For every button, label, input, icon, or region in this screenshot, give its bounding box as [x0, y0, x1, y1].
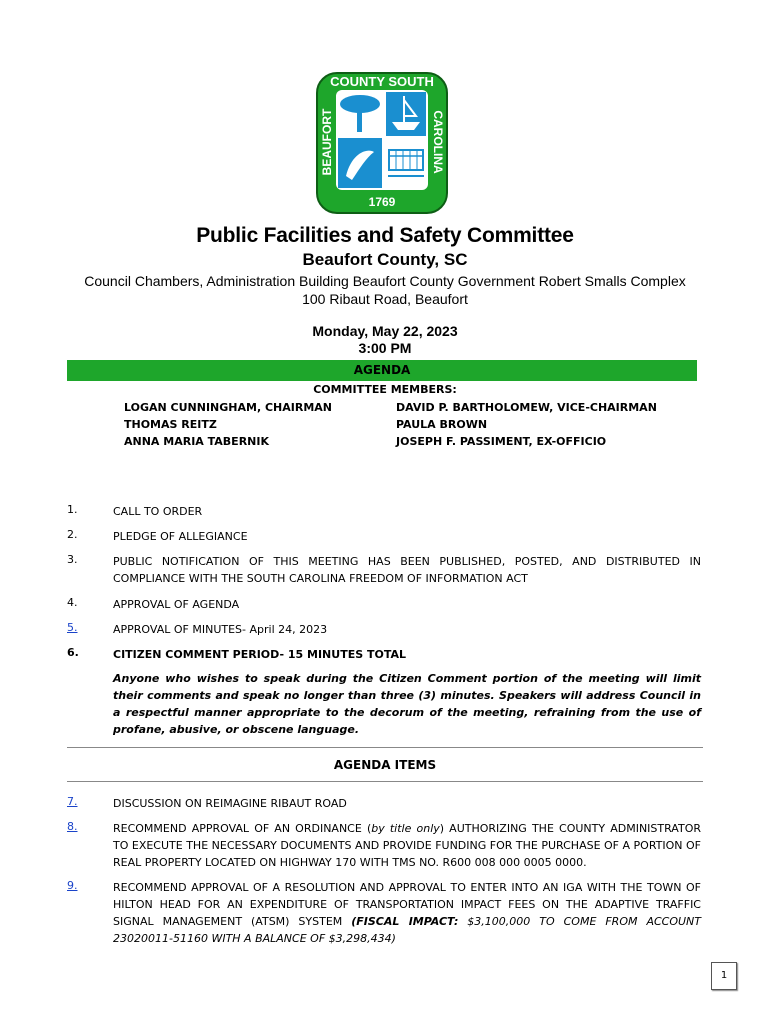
- member-left-1: LOGAN CUNNINGHAM, CHAIRMAN: [124, 401, 332, 414]
- item-number: 6.: [67, 646, 79, 659]
- item-number: 3.: [67, 553, 78, 566]
- divider: [67, 747, 703, 748]
- member-left-3: ANNA MARIA TABERNIK: [124, 435, 269, 448]
- item-text: PLEDGE OF ALLEGIANCE: [113, 530, 248, 543]
- member-right-2: PAULA BROWN: [396, 418, 488, 431]
- meeting-date: Monday, May 22, 2023: [312, 323, 458, 339]
- seal-top-text: COUNTY SOUTH: [330, 74, 434, 89]
- item-text: PUBLIC NOTIFICATION OF THIS MEETING HAS BEEN PUBLISHED, POSTED, AND DISTRIBUTED IN COMPLIANCE WITH THE SOUTH CAROLINA FREEDOM OF INFORMATION ACT: [113, 555, 701, 585]
- member-left-2: THOMAS REITZ: [124, 418, 217, 431]
- item-text-italic: by title only: [371, 822, 440, 835]
- county-subtitle: Beaufort County, SC: [302, 250, 468, 269]
- item-number: 2.: [67, 528, 78, 541]
- item-text-b: ) AUTHORIZING THE COUNTY ADMINISTRATOR TO EXECUTE THE NECESSARY DOCUMENTS AND PROVIDE FUNDING FOR THE PURCHASE OF A PORTION OF REAL PROPERTY LOCATED ON HIGHWAY 170 WITH TMS NO. R600 008 000 0005 0000.: [113, 822, 702, 869]
- committee-title: Public Facilities and Safety Committee: [196, 224, 574, 247]
- agenda-banner: AGENDA: [67, 360, 697, 381]
- beaufort-county-seal-logo: [316, 72, 448, 214]
- item-text: DISCUSSION ON REIMAGINE RIBAUT ROAD: [113, 797, 347, 810]
- item-number: 4.: [67, 596, 78, 609]
- item-text: CITIZEN COMMENT PERIOD- 15 MINUTES TOTAL: [113, 648, 406, 661]
- item-text: CALL TO ORDER: [113, 505, 203, 518]
- item-text-a: RECOMMEND APPROVAL OF AN ORDINANCE (: [113, 822, 372, 835]
- item-text: APPROVAL OF AGENDA: [113, 598, 240, 611]
- item-text: APPROVAL OF MINUTES- April 24, 2023: [113, 623, 328, 636]
- fiscal-impact-label: (FISCAL IMPACT:: [351, 915, 459, 928]
- item-text: [113, 820, 701, 871]
- page-number: 1: [711, 962, 737, 990]
- item-8-link[interactable]: 8.: [67, 820, 78, 833]
- agenda-items-heading: AGENDA ITEMS: [333, 758, 437, 772]
- item-number: 1.: [67, 503, 78, 516]
- divider: [67, 781, 703, 782]
- member-right-1: DAVID P. BARTHOLOMEW, VICE-CHAIRMAN: [396, 401, 657, 414]
- seal-left-text: BEAUFORT: [320, 108, 334, 176]
- fiscal-impact-text: $3,100,000 TO COME FROM ACCOUNT 23020011-51160 WITH A BALANCE OF $3,298,434): [113, 915, 701, 945]
- minutes-link[interactable]: 5.: [67, 621, 78, 634]
- item-7-link[interactable]: 7.: [67, 795, 78, 808]
- item-text-a: RECOMMEND APPROVAL OF A RESOLUTION AND APPROVAL TO ENTER INTO AN IGA WITH THE TOWN OF HILTON HEAD FOR AN EXPENDITURE OF TRANSPORTATION IMPACT FEES ON THE ADAPTIVE TRAFFIC SIGNAL MANAGEMENT (ATSM) SYSTEM: [113, 881, 701, 928]
- meeting-location: Council Chambers, Administration Building Beaufort County Government Robert Smalls Complex 100 Ribaut Road, Beaufort: [84, 273, 686, 307]
- item-text: [113, 879, 701, 947]
- meeting-time: 3:00 PM: [358, 340, 412, 356]
- member-right-3: JOSEPH F. PASSIMENT, EX-OFFICIO: [396, 435, 607, 448]
- seal-year: 1769: [368, 195, 396, 209]
- note-text: Anyone who wishes to speak during the Citizen Comment portion of the meeting will limit their comments and speak no longer than three (3) minutes. Speakers will address Council in a respectful manner appropriate to the decorum of the meeting, refraining from the use of profane, abusive, or obscene language.: [113, 672, 701, 736]
- item-9-link[interactable]: 9.: [67, 879, 78, 892]
- seal-right-text: CAROLINA: [431, 110, 445, 174]
- committee-members-heading: COMMITTEE MEMBERS:: [313, 383, 457, 396]
